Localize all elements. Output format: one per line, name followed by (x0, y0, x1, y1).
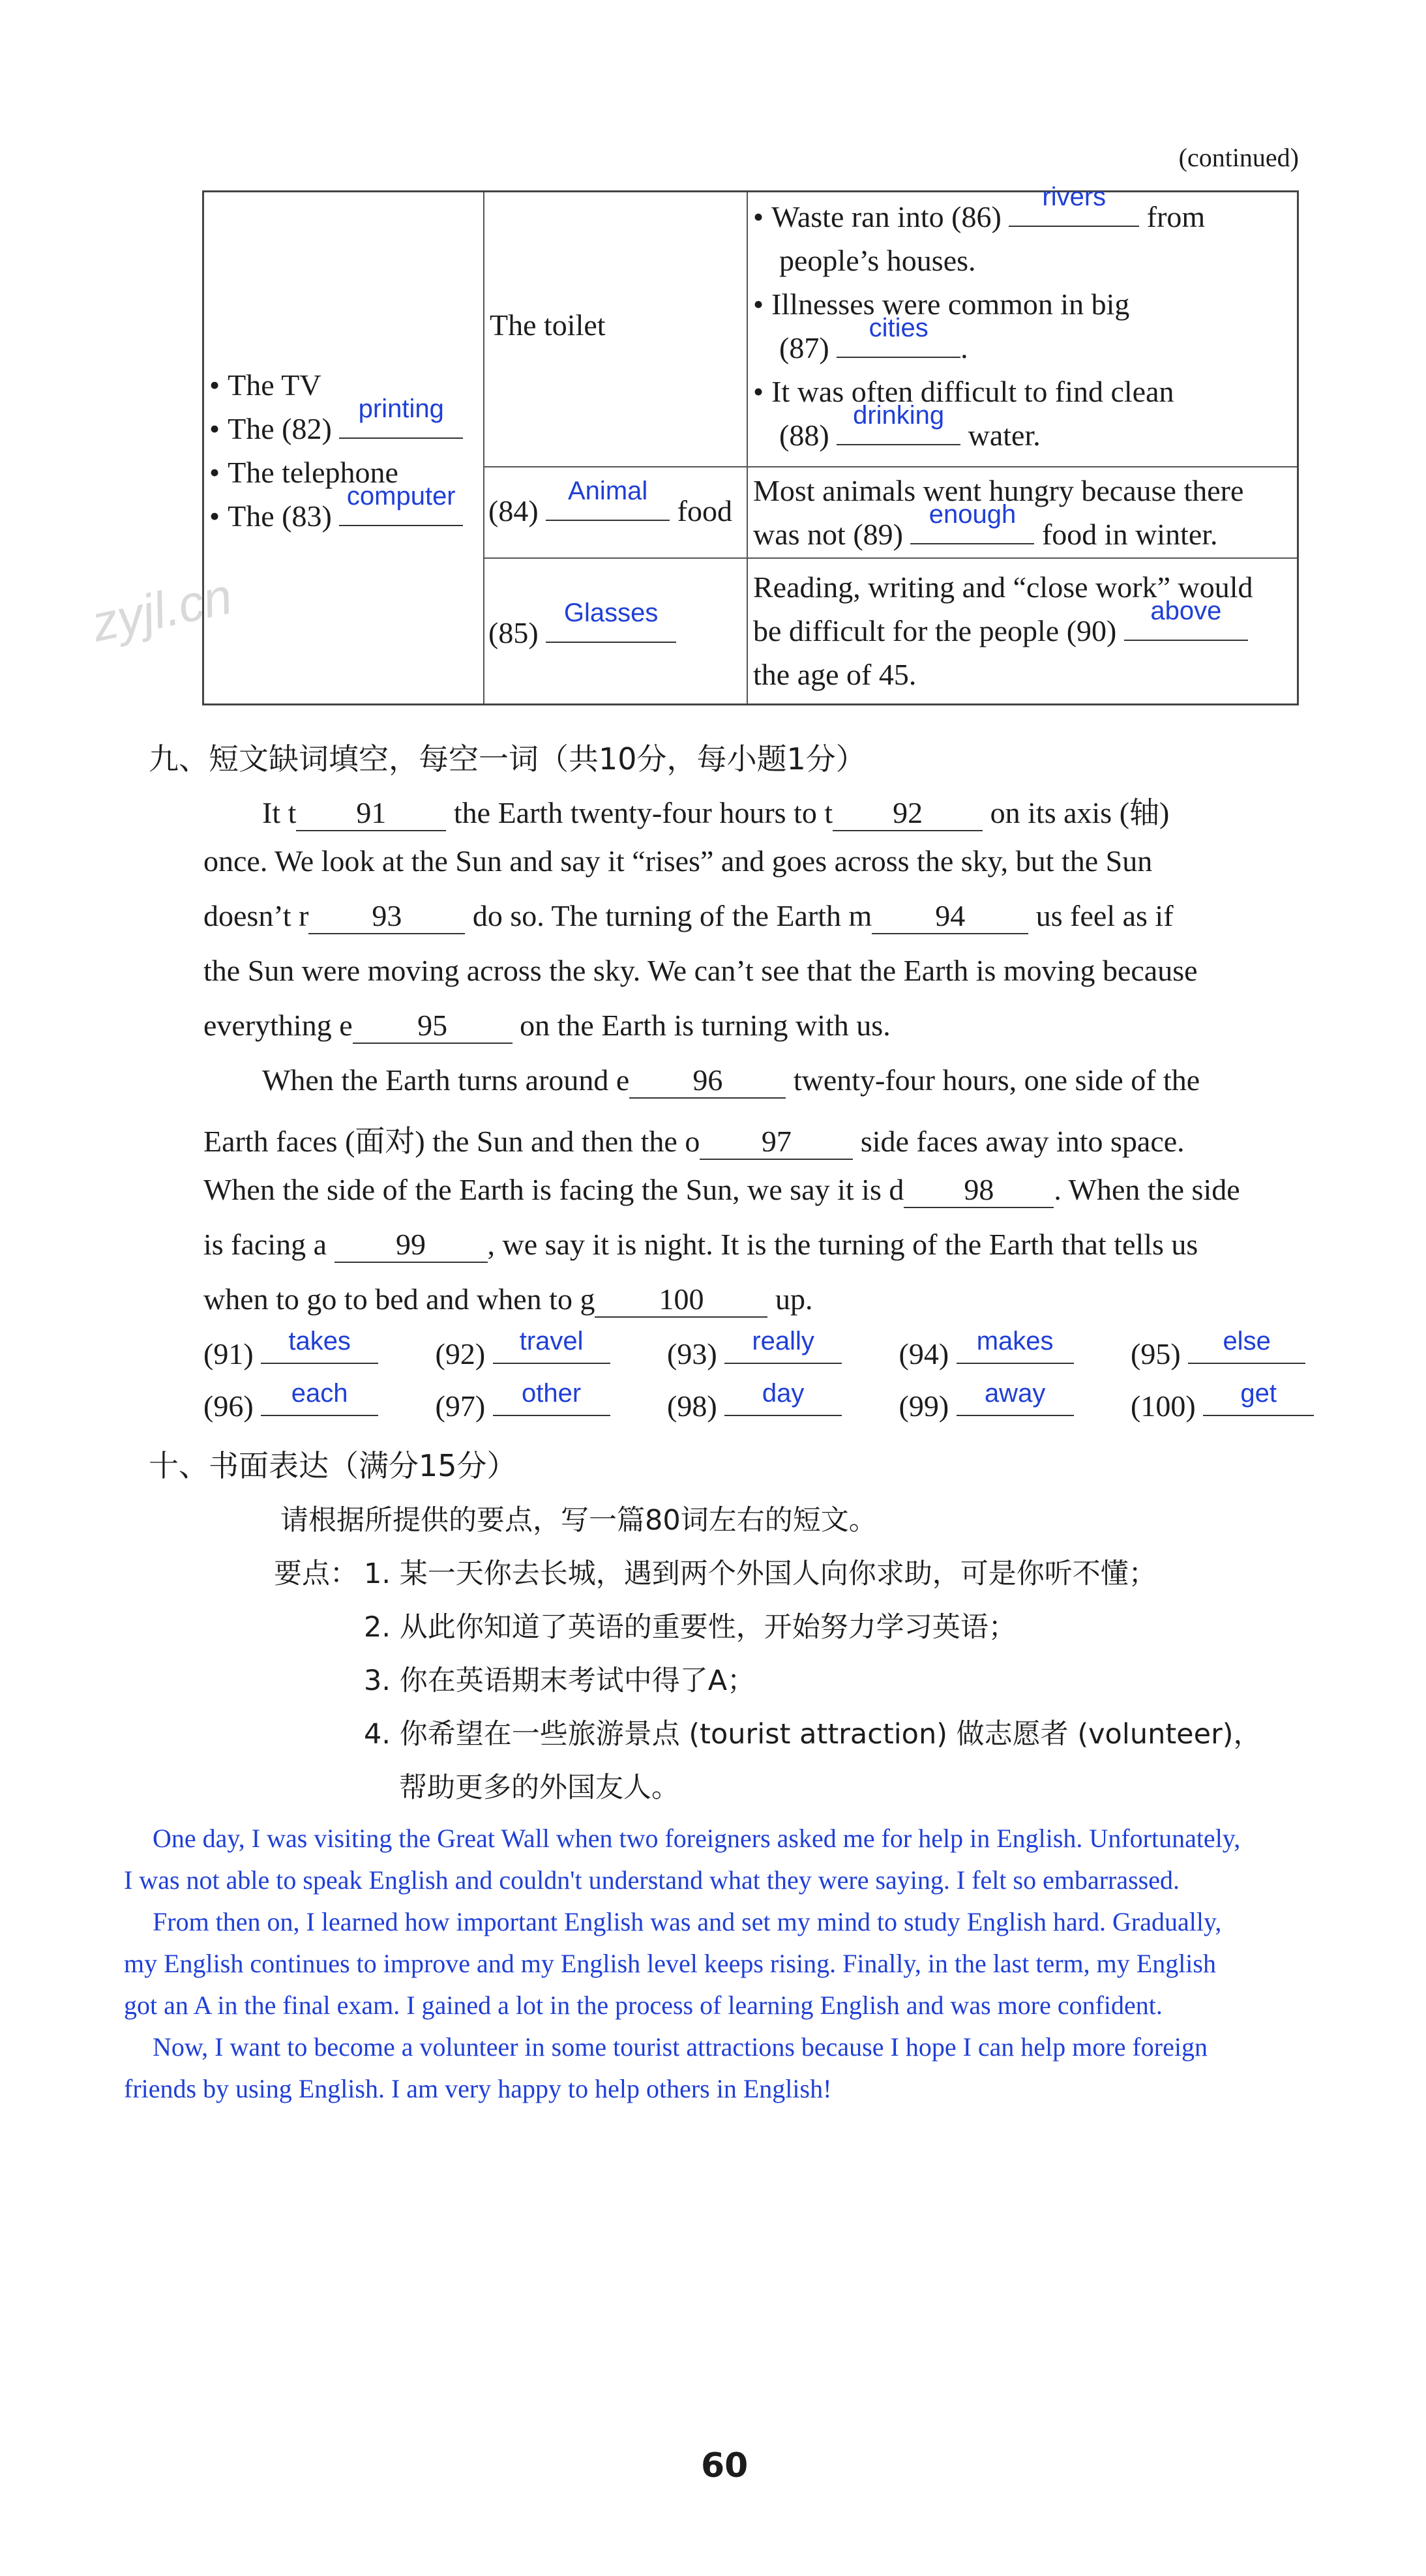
passage-line: when to go to bed and when to g 100 up. (203, 1282, 812, 1318)
answer-row (203, 1379, 1333, 1423)
table-cell-glasses: (85) Glasses (488, 611, 676, 655)
table-cell-food-facts (753, 469, 1243, 556)
passage-line: It t 91 the Earth twenty-four hours to t 92 on its axis (轴) (262, 789, 1169, 832)
essay-answer (124, 1818, 1363, 2110)
answer-blank: printing (339, 437, 463, 439)
table-cell-food: (84) Animal food (488, 477, 732, 527)
list-item: • The TV (209, 363, 463, 407)
answer-blank: day (724, 1415, 842, 1416)
answer-blank: rivers (1009, 226, 1139, 227)
blank-number: 93 (308, 898, 465, 934)
answer-item: (99) away (899, 1389, 1123, 1423)
answer-blank: really (724, 1363, 842, 1364)
table-divider (483, 192, 484, 703)
answer-blank: Glasses (546, 642, 676, 643)
blank-number: 98 (904, 1172, 1054, 1208)
answer-blank: above (1124, 640, 1248, 641)
blank-number: 95 (353, 1008, 512, 1044)
list-item: • The (83) computer (209, 494, 463, 538)
answer-blank: drinking (837, 444, 960, 445)
writing-instruction: 请根据所提供的要点，写一篇80词左右的短文。 (280, 1504, 877, 1537)
points-label: 要点： (274, 1558, 358, 1590)
point-item: 帮助更多的外国友人。 (399, 1771, 679, 1804)
essay-line: One day, I was visiting the Great Wall when two foreigners asked me for help in English. Unfortunately, (153, 1824, 1241, 1853)
answer-blank: each (261, 1415, 378, 1416)
list-item: • Illnesses were common in big (753, 282, 1205, 326)
continued-label: (continued) (1178, 143, 1299, 172)
answer-item: (94) makes (899, 1337, 1123, 1371)
answer-item: (97) other (436, 1389, 660, 1423)
answer-blank: makes (957, 1363, 1074, 1364)
list-item: • Waste ran into (86) rivers from (753, 195, 1205, 239)
answer-blank: away (957, 1415, 1074, 1416)
list-item: • The (82) printing (209, 407, 463, 451)
point-item: 3. 你在英语期末考试中得了A； (364, 1665, 756, 1697)
watermark: zyjl.cn (87, 567, 237, 653)
essay-line: I was not able to speak English and couldn't understand what they were saying. I felt so embarrassed. (124, 1865, 1180, 1895)
passage-line: is facing a 99 , we say it is night. It is the turning of the Earth that tells us (203, 1227, 1198, 1263)
blank-number: 100 (595, 1282, 767, 1318)
table-divider (747, 192, 748, 703)
text-line: be difficult for the people (90) above (753, 609, 1253, 653)
table-cell-glasses-facts (753, 565, 1253, 696)
answer-item: (93) really (667, 1337, 891, 1371)
table-divider (484, 466, 1297, 467)
section-10-title: 十、书面表达（满分15分） (149, 1448, 517, 1483)
blank-number: 97 (700, 1124, 853, 1160)
passage-line: once. We look at the Sun and say it “rises” and goes across the sky, but the Sun (203, 844, 1153, 878)
essay-line: got an A in the final exam. I gained a lot in the process of learning English and was more confident. (124, 1991, 1163, 2020)
table-col1 (209, 363, 463, 538)
answer-blank: computer (339, 525, 463, 526)
passage-line: everything e 95 on the Earth is turning with us. (203, 1008, 891, 1044)
answer-blank: Animal (546, 520, 670, 521)
passage-line: Earth faces (面对) the Sun and then the o 97 side faces away into space. (203, 1118, 1185, 1161)
text-line: people’s houses. (779, 244, 976, 277)
answer-item: (95) else (1131, 1337, 1326, 1371)
answer-blank: else (1188, 1363, 1305, 1364)
essay-line: friends by using English. I am very happy to help others in English! (124, 2074, 832, 2103)
answer-blank: get (1203, 1415, 1314, 1416)
blank-number: 92 (833, 795, 983, 831)
answer-item: (100) get (1131, 1389, 1333, 1423)
blank-number: 96 (629, 1063, 786, 1099)
table-cell-toilet: The toilet (490, 308, 606, 342)
answer-blank: enough (910, 543, 1034, 544)
text-line: Most animals went hungry because there (753, 474, 1244, 507)
blank-number: 99 (334, 1227, 488, 1263)
answer-blank: takes (261, 1363, 378, 1364)
list-item: • It was often difficult to find clean (753, 370, 1205, 413)
point-item: 4. 你希望在一些旅游景点 (tourist attraction) 做志愿者 (volunteer)， (364, 1718, 1262, 1751)
text-line: was not (89) enough food in winter. (753, 500, 1218, 551)
answer-row (203, 1327, 1326, 1371)
answer-blank: cities (837, 357, 960, 358)
passage-line: doesn’t r 93 do so. The turning of the Earth m 94 us feel as if (203, 898, 1174, 934)
essay-line: my English continues to improve and my English level keeps rising. Finally, in the last term, my English (124, 1949, 1216, 1978)
point-item: 2. 从此你知道了英语的重要性，开始努力学习英语； (364, 1611, 1017, 1644)
text-line: Reading, writing and “close work” would (753, 570, 1253, 604)
passage-line: When the side of the Earth is facing the Sun, we say it is d 98 . When the side (203, 1172, 1240, 1208)
text-line: (87) cities . (779, 314, 968, 364)
answer-item: (91) takes (203, 1337, 428, 1371)
list-item: • The telephone (209, 451, 463, 494)
passage-line: When the Earth turns around e 96 twenty-four hours, one side of the (262, 1063, 1200, 1099)
blank-number: 91 (296, 795, 446, 831)
text-line: the age of 45. (753, 658, 917, 691)
answer-item: (98) day (667, 1389, 891, 1423)
answer-item: (96) each (203, 1389, 428, 1423)
answer-blank: travel (493, 1363, 610, 1364)
blank-number: 94 (872, 898, 1028, 934)
table (202, 183, 1299, 705)
answer-item: (92) travel (436, 1337, 660, 1371)
text-line: (88) drinking water. (779, 401, 1041, 452)
essay-line: Now, I want to become a volunteer in some tourist attractions because I hope I can help more foreign (153, 2032, 1208, 2062)
passage-line: the Sun were moving across the sky. We can’t see that the Earth is moving because (203, 954, 1198, 987)
page-number: 60 (701, 2446, 749, 2485)
point-item: 1. 某一天你去长城，遇到两个外国人向你求助，可是你听不懂； (364, 1558, 1157, 1590)
section-9-title: 九、短文缺词填空，每空一词（共10分，每小题1分） (149, 741, 866, 777)
essay-line: From then on, I learned how important English was and set my mind to study English hard. Gradually, (153, 1907, 1222, 1936)
table-divider (484, 557, 1297, 559)
answer-blank: other (493, 1415, 610, 1416)
table-cell-toilet-facts (753, 183, 1206, 457)
